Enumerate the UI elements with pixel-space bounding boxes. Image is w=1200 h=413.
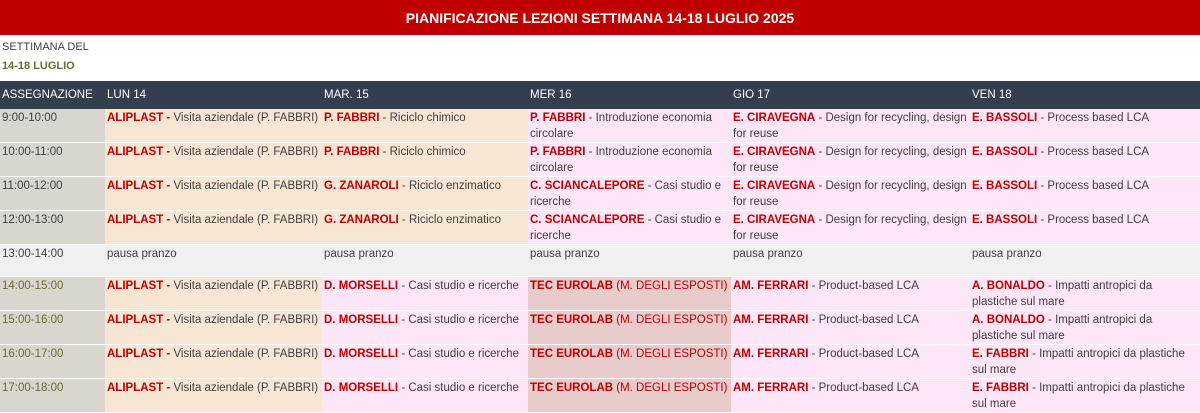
schedule-body: [0, 109, 1200, 413]
lesson-topic: (M. DEGLI ESPOSTI): [613, 314, 728, 326]
lesson-topic: Visita aziendale (P. FABBRI): [170, 146, 319, 158]
schedule-table: [0, 81, 1200, 413]
lecturer-name: ALIPLAST -: [107, 348, 171, 360]
lesson-cell: [322, 177, 528, 211]
table-row: [0, 345, 1200, 379]
lesson-topic: - Introduzione economia circolare: [530, 112, 712, 140]
lesson-cell: [731, 311, 970, 345]
lesson-topic: Visita aziendale (P. FABBRI): [170, 280, 319, 292]
week-label: SETTIMANA DEL: [2, 41, 89, 53]
lecturer-name: E. BASSOLI: [972, 180, 1038, 192]
lecturer-name: AM. FERRARI: [733, 280, 809, 292]
lesson-cell: [970, 345, 1200, 379]
lesson-cell: [322, 311, 528, 345]
lesson-topic: - Product-based LCA: [808, 382, 919, 394]
lecturer-name: TEC EUROLAB: [530, 348, 614, 360]
lesson-cell: [322, 109, 528, 143]
lesson-cell: [970, 143, 1200, 177]
lesson-topic: - Process based LCA: [1037, 146, 1150, 158]
lecturer-name: AM. FERRARI: [733, 348, 809, 360]
lesson-topic: - Casi studio e ricerche: [398, 382, 519, 394]
time-slot-cell: 15:00-16:00: [0, 311, 105, 345]
lesson-cell: [105, 177, 322, 211]
lesson-cell: [731, 277, 970, 311]
lesson-topic: - Process based LCA: [1037, 180, 1150, 192]
lesson-cell: [105, 345, 322, 379]
lecturer-name: ALIPLAST -: [107, 280, 171, 292]
lecturer-name: D. MORSELLI: [324, 382, 399, 394]
lecturer-name: P. FABBRI: [324, 112, 380, 124]
time-slot-cell: 13:00-14:00: [0, 245, 105, 277]
lecturer-name: P. FABBRI: [324, 146, 380, 158]
lecturer-name: D. MORSELLI: [324, 314, 399, 326]
lecturer-name: E. BASSOLI: [972, 146, 1038, 158]
lecturer-name: G. ZANAROLI: [324, 180, 399, 192]
lesson-cell: [105, 379, 322, 413]
lesson-topic: (M. DEGLI ESPOSTI): [613, 382, 728, 394]
lecturer-name: P. FABBRI: [530, 146, 586, 158]
lesson-topic: - Impatti antropici da plastiche sul mare: [972, 382, 1185, 410]
lecturer-name: P. FABBRI: [530, 112, 586, 124]
time-slot-cell: 9:00-10:00: [0, 109, 105, 143]
lecturer-name: AM. FERRARI: [733, 314, 809, 326]
lesson-topic: - Impatti antropici da plastiche sul mare: [972, 314, 1153, 342]
lesson-topic: - Introduzione economia circolare: [530, 146, 712, 174]
lesson-cell: [731, 109, 970, 143]
column-header: LUN 14: [105, 81, 322, 109]
lunch-break-cell: pausa pranzo: [528, 245, 731, 277]
lesson-cell: [528, 143, 731, 177]
lunch-break-cell: pausa pranzo: [970, 245, 1200, 277]
lesson-topic: - Design for recycling, design for reuse: [733, 214, 967, 242]
lesson-topic: - Casi studio e ricerche: [530, 214, 722, 242]
lesson-topic: - Product-based LCA: [808, 280, 919, 292]
lesson-topic: - Product-based LCA: [808, 348, 919, 360]
time-slot-cell: 16:00-17:00: [0, 345, 105, 379]
table-row: [0, 245, 1200, 277]
lesson-topic: - Process based LCA: [1037, 214, 1150, 226]
lecturer-name: TEC EUROLAB: [530, 280, 614, 292]
lesson-cell: [970, 277, 1200, 311]
lecturer-name: ALIPLAST -: [107, 314, 171, 326]
lesson-topic: - Design for recycling, design for reuse: [733, 180, 967, 208]
lesson-topic: - Riciclo chimico: [379, 146, 466, 158]
lesson-cell: [970, 311, 1200, 345]
lecturer-name: E. BASSOLI: [972, 112, 1038, 124]
lecturer-name: C. SCIANCALEPORE: [530, 180, 645, 192]
lecturer-name: G. ZANAROLI: [324, 214, 399, 226]
table-row: [0, 177, 1200, 211]
column-header: MAR. 15: [322, 81, 528, 109]
lesson-topic: Visita aziendale (P. FABBRI): [170, 382, 319, 394]
header-row: [0, 81, 1200, 109]
lesson-cell: [322, 379, 528, 413]
lesson-cell: [731, 379, 970, 413]
lecturer-name: ALIPLAST -: [107, 180, 171, 192]
lesson-topic: - Riciclo chimico: [379, 112, 466, 124]
lesson-cell: [970, 177, 1200, 211]
lesson-cell: [528, 177, 731, 211]
lesson-cell: [731, 143, 970, 177]
lecturer-name: TEC EUROLAB: [530, 382, 614, 394]
lesson-cell: [970, 211, 1200, 245]
table-row: [0, 379, 1200, 413]
lesson-topic: Visita aziendale (P. FABBRI): [170, 112, 319, 124]
lesson-cell: [105, 109, 322, 143]
lesson-cell: [105, 311, 322, 345]
week-value: 14-18 LUGLIO: [2, 60, 75, 72]
lesson-topic: Visita aziendale (P. FABBRI): [170, 348, 319, 360]
lesson-topic: - Product-based LCA: [808, 314, 919, 326]
time-slot-cell: 17:00-18:00: [0, 379, 105, 413]
lesson-cell: [528, 379, 731, 413]
schedule-title: PIANIFICAZIONE LEZIONI SETTIMANA 14-18 LUGLIO 2025: [0, 0, 1200, 35]
lesson-topic: - Casi studio e ricerche: [398, 280, 519, 292]
lesson-cell: [528, 211, 731, 245]
time-slot-cell: 12:00-13:00: [0, 211, 105, 245]
lunch-break-cell: pausa pranzo: [731, 245, 970, 277]
lecturer-name: TEC EUROLAB: [530, 314, 614, 326]
table-row: [0, 211, 1200, 245]
lecturer-name: D. MORSELLI: [324, 280, 399, 292]
table-row: [0, 311, 1200, 345]
time-slot-cell: 11:00-12:00: [0, 177, 105, 211]
lecturer-name: C. SCIANCALEPORE: [530, 214, 645, 226]
lesson-cell: [970, 109, 1200, 143]
lesson-topic: (M. DEGLI ESPOSTI): [613, 348, 728, 360]
lesson-topic: - Impatti antropici da plastiche sul mare: [972, 348, 1185, 376]
lesson-topic: - Design for recycling, design for reuse: [733, 146, 967, 174]
lesson-cell: [105, 211, 322, 245]
lecturer-name: E. CIRAVEGNA: [733, 112, 816, 124]
lecturer-name: ALIPLAST -: [107, 382, 171, 394]
lesson-cell: [731, 211, 970, 245]
lecturer-name: A. BONALDO: [972, 314, 1045, 326]
lesson-topic: Visita aziendale (P. FABBRI): [170, 180, 319, 192]
column-header: MER 16: [528, 81, 731, 109]
lesson-cell: [322, 211, 528, 245]
lesson-topic: Visita aziendale (P. FABBRI): [170, 214, 319, 226]
lecturer-name: E. CIRAVEGNA: [733, 146, 816, 158]
lecturer-name: ALIPLAST -: [107, 146, 171, 158]
lesson-cell: [322, 277, 528, 311]
lesson-topic: Visita aziendale (P. FABBRI): [170, 314, 319, 326]
lesson-topic: - Casi studio e ricerche: [398, 348, 519, 360]
lesson-topic: - Design for recycling, design for reuse: [733, 112, 967, 140]
lecturer-name: E. CIRAVEGNA: [733, 180, 816, 192]
lecturer-name: ALIPLAST -: [107, 214, 171, 226]
lunch-break-cell: pausa pranzo: [105, 245, 322, 277]
lesson-cell: [731, 345, 970, 379]
column-header: GIO 17: [731, 81, 970, 109]
lesson-topic: - Riciclo enzimatico: [398, 180, 501, 192]
lesson-cell: [528, 277, 731, 311]
lesson-cell: [322, 143, 528, 177]
lesson-topic: (M. DEGLI ESPOSTI): [613, 280, 728, 292]
time-slot-cell: 10:00-11:00: [0, 143, 105, 177]
lecturer-name: D. MORSELLI: [324, 348, 399, 360]
table-row: [0, 143, 1200, 177]
lesson-cell: [528, 345, 731, 379]
lecturer-name: ALIPLAST -: [107, 112, 171, 124]
lesson-cell: [105, 143, 322, 177]
lesson-topic: - Riciclo enzimatico: [398, 214, 501, 226]
lecturer-name: E. FABBRI: [972, 382, 1029, 394]
column-header: ASSEGNAZIONE: [0, 81, 105, 109]
lesson-topic: - Casi studio e ricerche: [530, 180, 722, 208]
lecturer-name: A. BONALDO: [972, 280, 1045, 292]
lesson-topic: - Process based LCA: [1037, 112, 1150, 124]
time-slot-cell: 14:00-15:00: [0, 277, 105, 311]
table-row: [0, 109, 1200, 143]
lesson-cell: [731, 177, 970, 211]
lesson-cell: [105, 277, 322, 311]
lunch-break-cell: pausa pranzo: [322, 245, 528, 277]
lecturer-name: E. FABBRI: [972, 348, 1029, 360]
table-row: [0, 277, 1200, 311]
lesson-topic: - Impatti antropici da plastiche sul mare: [972, 280, 1153, 308]
lecturer-name: E. CIRAVEGNA: [733, 214, 816, 226]
lesson-topic: - Casi studio e ricerche: [398, 314, 519, 326]
lesson-cell: [528, 109, 731, 143]
column-header: VEN 18: [970, 81, 1200, 109]
lesson-cell: [322, 345, 528, 379]
lesson-cell: [528, 311, 731, 345]
lesson-cell: [970, 379, 1200, 413]
lecturer-name: AM. FERRARI: [733, 382, 809, 394]
lecturer-name: E. BASSOLI: [972, 214, 1038, 226]
